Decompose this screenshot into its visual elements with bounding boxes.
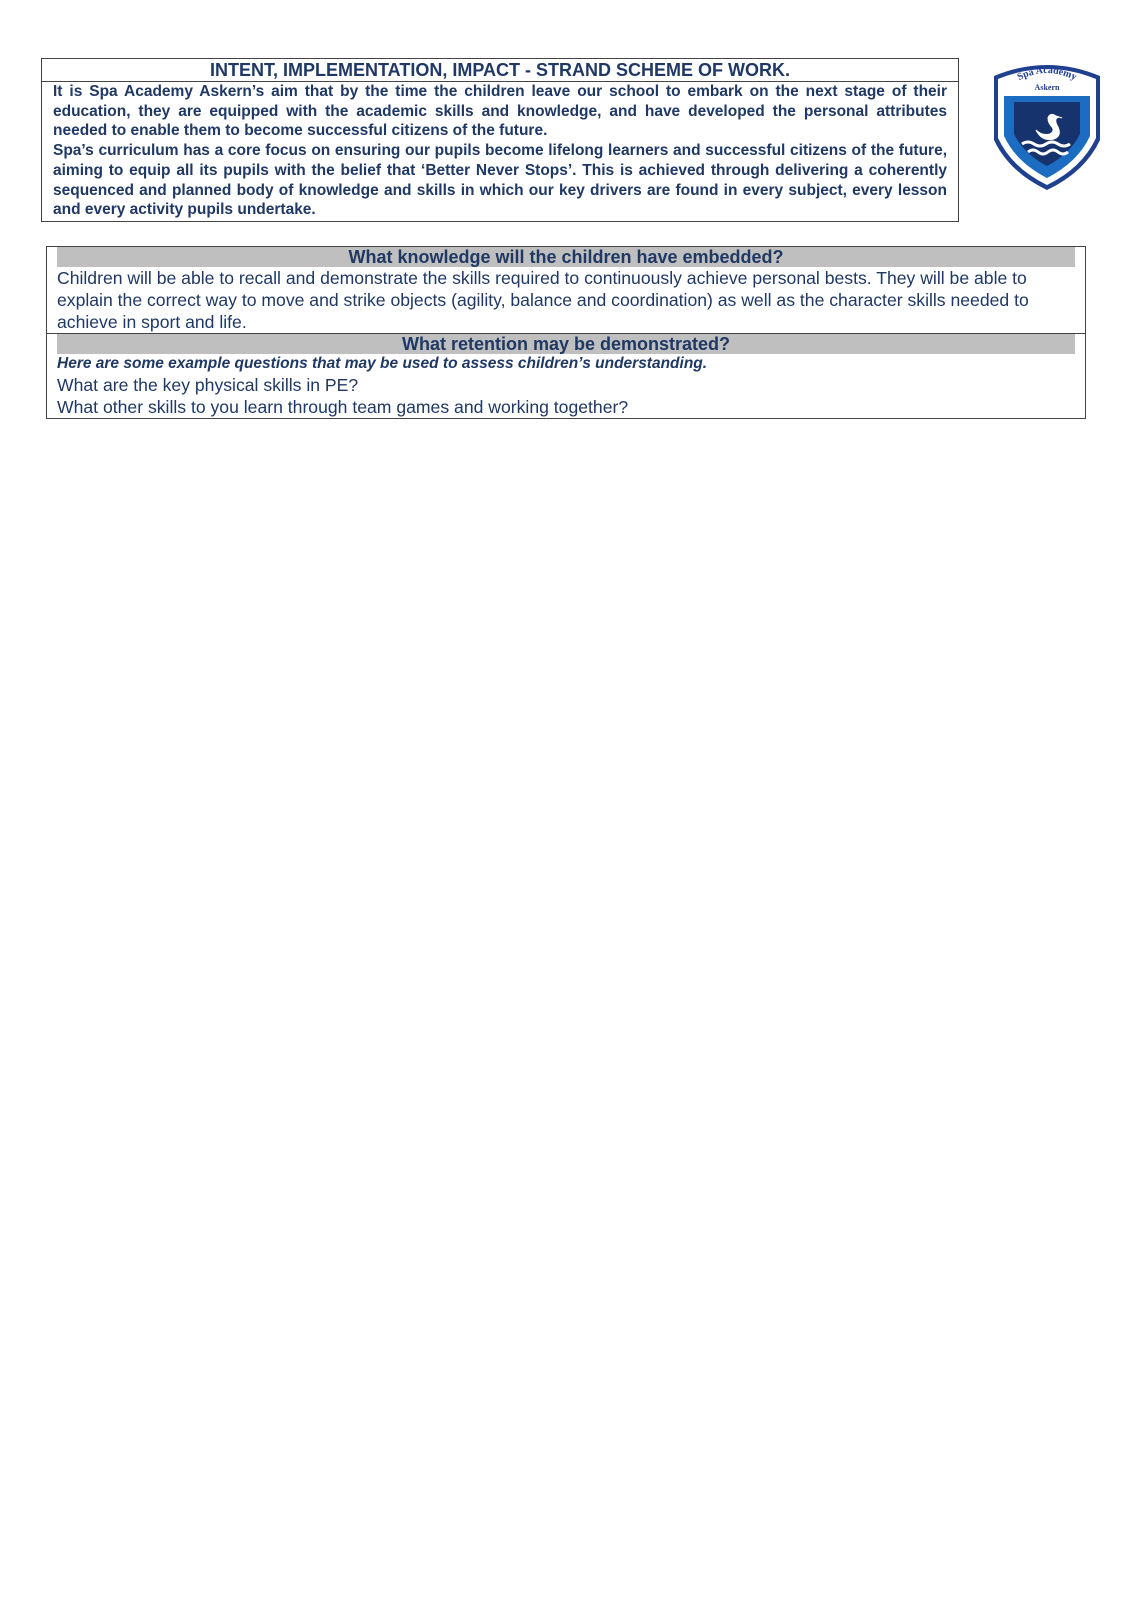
- retention-body: [47, 354, 1085, 418]
- intent-paragraph-2: Spa’s curriculum has a core focus on ensuring our pupils become lifelong learners and successful citizens of the future, aiming to equip all its pupils with the belief that ‘Better Never Stops’. This is achieved through delivering a coherently sequenced and planned body of knowledge and skills in which our key drivers are found in every subject, every lesson and every activity pupils undertake.: [53, 142, 947, 219]
- logo-location: Askern: [1034, 83, 1060, 92]
- question-item: What other skills to you learn through team games and working together?: [57, 397, 629, 417]
- intent-statement: [42, 82, 958, 221]
- intent-paragraph-1: It is Spa Academy Askern’s aim that by the time the children leave our school to embark on the next stage of their education, they are equipped with the academic skills and knowledge, and have developed the personal attributes needed to enable them to become successful citizens of the future.: [53, 83, 947, 140]
- question-item: What are the key physical skills in PE?: [57, 375, 359, 395]
- retention-heading: What retention may be demonstrated?: [57, 334, 1075, 354]
- knowledge-body: Children will be able to recall and demonstrate the skills required to continuously achieve personal bests. They will be able to explain the correct way to move and strike objects (agility, balance and coordination) as well as the character skills needed to achieve in sport and life.: [57, 268, 1029, 332]
- knowledge-heading: What knowledge will the children have embedded?: [57, 247, 1075, 267]
- impact-box: [46, 246, 1086, 419]
- school-logo: [990, 62, 1104, 192]
- intent-statement-box: [41, 58, 959, 222]
- logo-name: Spa Academy: [1015, 64, 1079, 83]
- page-title: INTENT, IMPLEMENTATION, IMPACT - STRAND SCHEME OF WORK.: [42, 59, 958, 82]
- questions-intro: Here are some example questions that may be used to assess children’s understanding.: [57, 355, 708, 372]
